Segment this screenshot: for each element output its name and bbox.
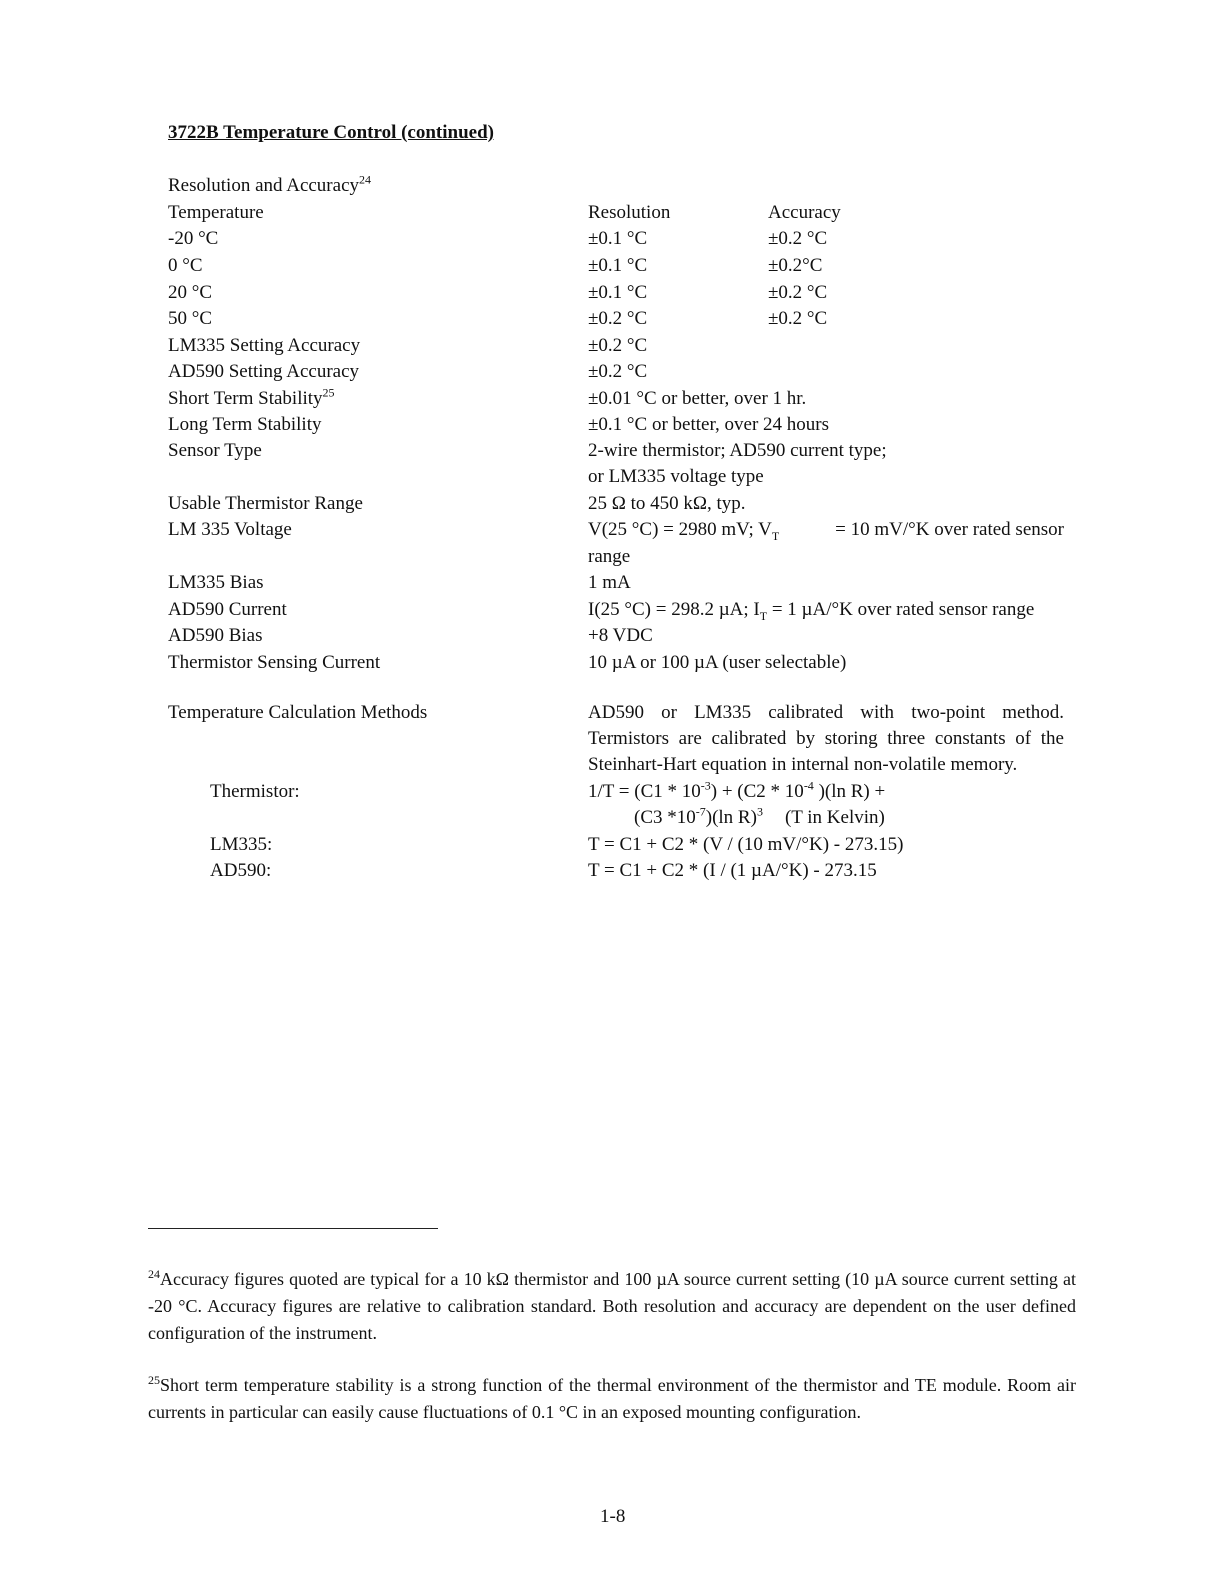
sensor-type-value-cont: or LM335 voltage type [588, 466, 764, 487]
temp-row-label: -20 °C [168, 228, 219, 249]
thermistor-equation [588, 779, 885, 805]
short-term-stability-value: ±0.01 °C or better, over 1 hr. [588, 388, 807, 409]
ad590-eq-label: AD590: [210, 860, 272, 881]
footnote-ref-24: 24 [359, 172, 372, 187]
short-term-label-text: Short Term Stability [168, 388, 323, 409]
section-title-text: Resolution and Accuracy [168, 175, 360, 196]
eq-exp: -7 [695, 804, 706, 819]
thermistor-current-value: 10 µA or 100 µA (user selectable) [588, 652, 847, 673]
short-term-stability-label [168, 386, 335, 412]
temp-row-accuracy: ±0.2 °C [768, 228, 828, 249]
lm335-voltage-post: = 10 mV/°K over rated sensor [835, 519, 1064, 540]
thermistor-range-label: Usable Thermistor Range [168, 493, 363, 514]
eq-exp: 3 [756, 804, 763, 819]
accuracy-column-header: Accuracy [768, 202, 841, 223]
thermistor-equation-cont [634, 805, 885, 831]
resolution-column-header: Resolution [588, 202, 671, 223]
long-term-stability-label: Long Term Stability [168, 414, 322, 435]
footnote-ref-25: 25 [322, 385, 335, 400]
page-number: 1-8 [600, 1506, 626, 1527]
long-term-stability-value: ±0.1 °C or better, over 24 hours [588, 414, 829, 435]
sensor-type-value: 2-wire thermistor; AD590 current type; [588, 440, 887, 461]
lm335-setting-value: ±0.2 °C [588, 335, 648, 356]
thermistor-eq-label: Thermistor: [210, 781, 300, 802]
eq-part: 1/T = (C1 * 10 [588, 781, 701, 802]
thermistor-range-value: 25 Ω to 450 kΩ, typ. [588, 493, 746, 514]
lm335-voltage-sub: T [771, 528, 780, 543]
lm335-equation: T = C1 + C2 * (V / (10 mV/°K) - 273.15) [588, 834, 904, 855]
thermistor-current-label: Thermistor Sensing Current [168, 652, 381, 673]
ad590-current-value [588, 597, 1034, 623]
lm335-voltage-value-cont: range [588, 546, 631, 567]
ad590-current-post: = 1 µA/°K over rated sensor range [767, 599, 1035, 620]
calc-methods-description: AD590 or LM335 calibrated with two-point method. Termistors are calibrated by storing three constants of the Steinhart-Hart equation in internal non-volatile memory. [588, 702, 1064, 775]
temp-row-accuracy: ±0.2 °C [768, 308, 828, 329]
eq-part: (T in Kelvin) [784, 807, 885, 828]
eq-exp: -3 [700, 778, 711, 793]
temperature-label: Temperature [168, 202, 264, 223]
lm335-voltage-label: LM 335 Voltage [168, 519, 292, 540]
footnote-text: Short term temperature stability is a strong function of the thermal environment of the thermistor and TE module. Room air currents in particular can easily cause fluctuations of 0.1 °C in an exposed mounting configuration. [148, 1375, 1076, 1422]
footnote-text: Accuracy figures quoted are typical for a 10 kΩ thermistor and 100 µA source current setting (10 µA source current setting at -20 °C. Accuracy figures are relative to calibration standard. Both resolution and accuracy are dependent on the user defined configuration of the instrument. [148, 1269, 1076, 1343]
ad590-setting-value: ±0.2 °C [588, 361, 648, 382]
ad590-bias-value: +8 VDC [588, 625, 653, 646]
ad590-setting-label: AD590 Setting Accuracy [168, 361, 360, 382]
temp-row-resolution: ±0.1 °C [588, 255, 648, 276]
temp-row-label: 50 °C [168, 308, 213, 329]
ad590-current-sub: T [759, 608, 768, 623]
temp-row-resolution: ±0.1 °C [588, 282, 648, 303]
eq-part: )(ln R) [705, 807, 757, 828]
eq-part: (C3 *10 [634, 807, 696, 828]
ad590-bias-label: AD590 Bias [168, 625, 263, 646]
temp-row-accuracy: ±0.2 °C [768, 282, 828, 303]
eq-part: ) + (C2 * 10 [710, 781, 804, 802]
ad590-current-label: AD590 Current [168, 599, 287, 620]
footnote-separator [148, 1228, 438, 1229]
eq-part: )(ln R) + [813, 781, 886, 802]
ad590-equation: T = C1 + C2 * (I / (1 µA/°K) - 273.15 [588, 860, 877, 881]
temp-row-resolution: ±0.1 °C [588, 228, 648, 249]
sensor-type-label: Sensor Type [168, 440, 262, 461]
calc-methods-label: Temperature Calculation Methods [168, 702, 428, 723]
footnote-mark: 25 [148, 1373, 160, 1387]
temp-row-label: 0 °C [168, 255, 203, 276]
lm335-eq-label: LM335: [210, 834, 273, 855]
temp-row-resolution: ±0.2 °C [588, 308, 648, 329]
section-title [168, 173, 371, 199]
lm335-bias-value: 1 mA [588, 572, 631, 593]
lm335-setting-label: LM335 Setting Accuracy [168, 335, 361, 356]
footnote-24 [148, 1266, 1076, 1347]
ad590-current-pre: I(25 °C) = 298.2 µA; I [588, 599, 760, 620]
page-heading: 3722B Temperature Control (continued) [168, 122, 494, 143]
lm335-voltage-value [588, 517, 1064, 543]
temp-row-accuracy: ±0.2°C [768, 255, 823, 276]
lm335-bias-label: LM335 Bias [168, 572, 264, 593]
footnote-mark: 24 [148, 1267, 160, 1281]
footnote-25 [148, 1372, 1076, 1426]
temp-row-label: 20 °C [168, 282, 213, 303]
lm335-voltage-pre: V(25 °C) = 2980 mV; V [588, 519, 772, 540]
lm335-voltage-part [588, 517, 779, 543]
eq-exp: -4 [803, 778, 814, 793]
